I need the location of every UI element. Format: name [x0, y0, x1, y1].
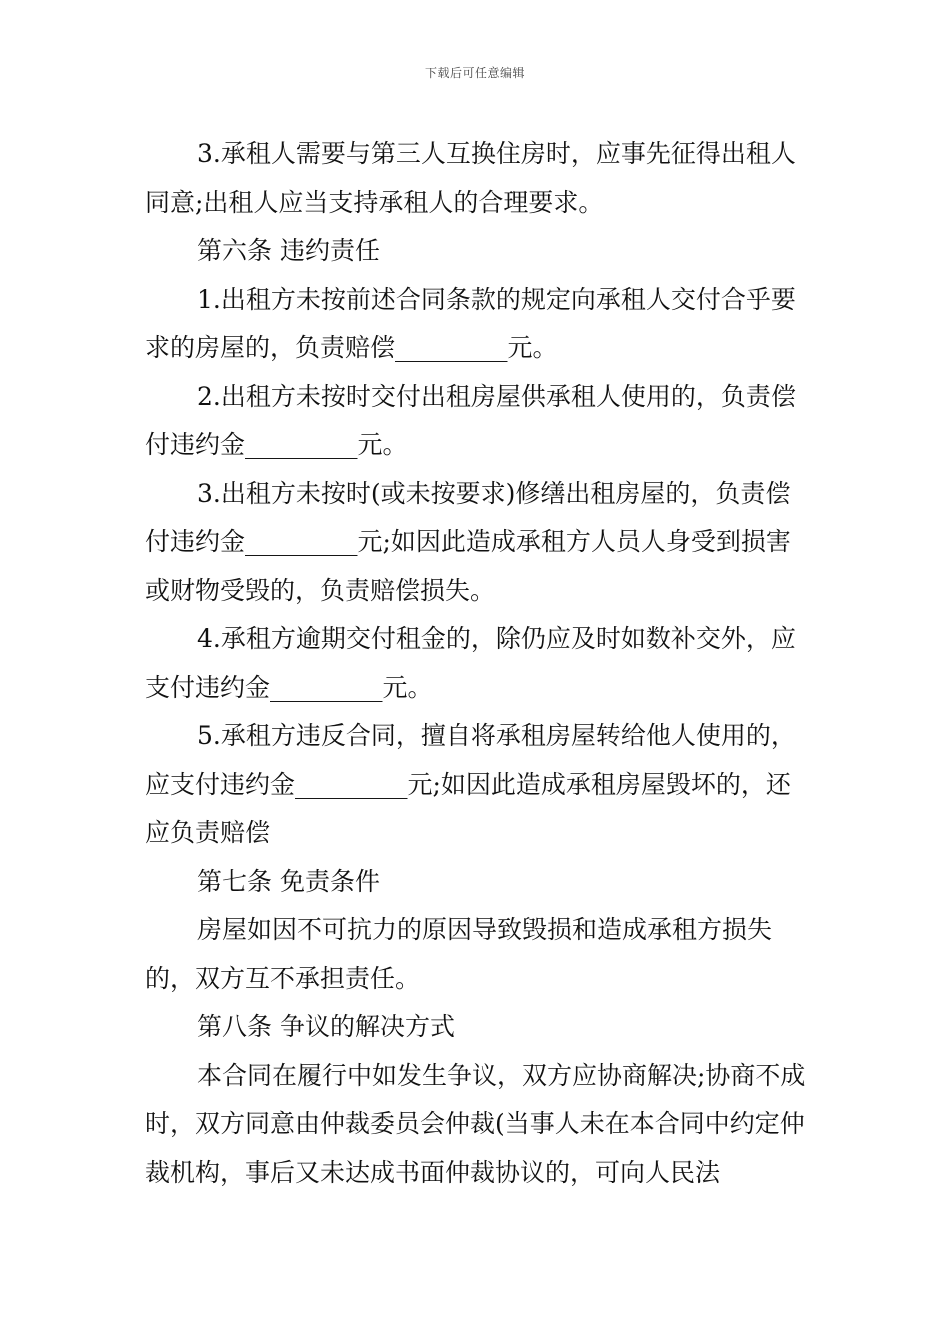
paragraph-article-6-item-3: 3.出租方未按时(或未按要求)修缮出租房屋的，负责偿付违约金_________元;如因此造成承租方人员人身受到损害或财物受毁的，负责赔偿损失。: [145, 478, 791, 605]
paragraph-article-6-item-1: 1.出租方未按前述合同条款的规定向承租人交付合乎要求的房屋的，负责赔偿_________元。: [145, 284, 796, 362]
page-header: 下载后可任意编辑: [424, 66, 525, 80]
paragraph-article-6-item-2: 2.出租方未按时交付出租房屋供承租人使用的，负责偿付违约金_________元。: [145, 381, 796, 459]
heading-article-6: 第六条 违约责任: [197, 236, 380, 265]
paragraph-article-6-item-5: 5.承租方违反合同，擅自将承租房屋转给他人使用的，应支付违约金_________元;如因此造成承租房屋毁坏的，还应负责赔偿: [145, 721, 796, 847]
paragraph-article-8: 本合同在履行中如发生争议，双方应协商解决;协商不成时，双方同意由仲裁委员会仲裁(当事人未在本合同中约定仲裁机构，事后又未达成书面仲裁协议的，可向人民法: [145, 1060, 806, 1187]
document-body: [145, 130, 815, 1197]
heading-article-7: 第七条 免责条件: [197, 866, 380, 896]
paragraph-article-6-item-4: 4.承租方逾期交付租金的，除仍应及时如数补交外，应支付违约金_________元。: [145, 624, 796, 702]
paragraph-article-7: 房屋如因不可抗力的原因导致毁损和造成承租方损失的，双方互不承担责任。: [145, 915, 773, 993]
paragraph-clause-5-item-3: 3.承租人需要与第三人互换住房时，应事先征得出租人同意;出租人应当支持承租人的合理要求。: [145, 139, 796, 217]
heading-article-8: 第八条 争议的解决方式: [197, 1012, 455, 1041]
